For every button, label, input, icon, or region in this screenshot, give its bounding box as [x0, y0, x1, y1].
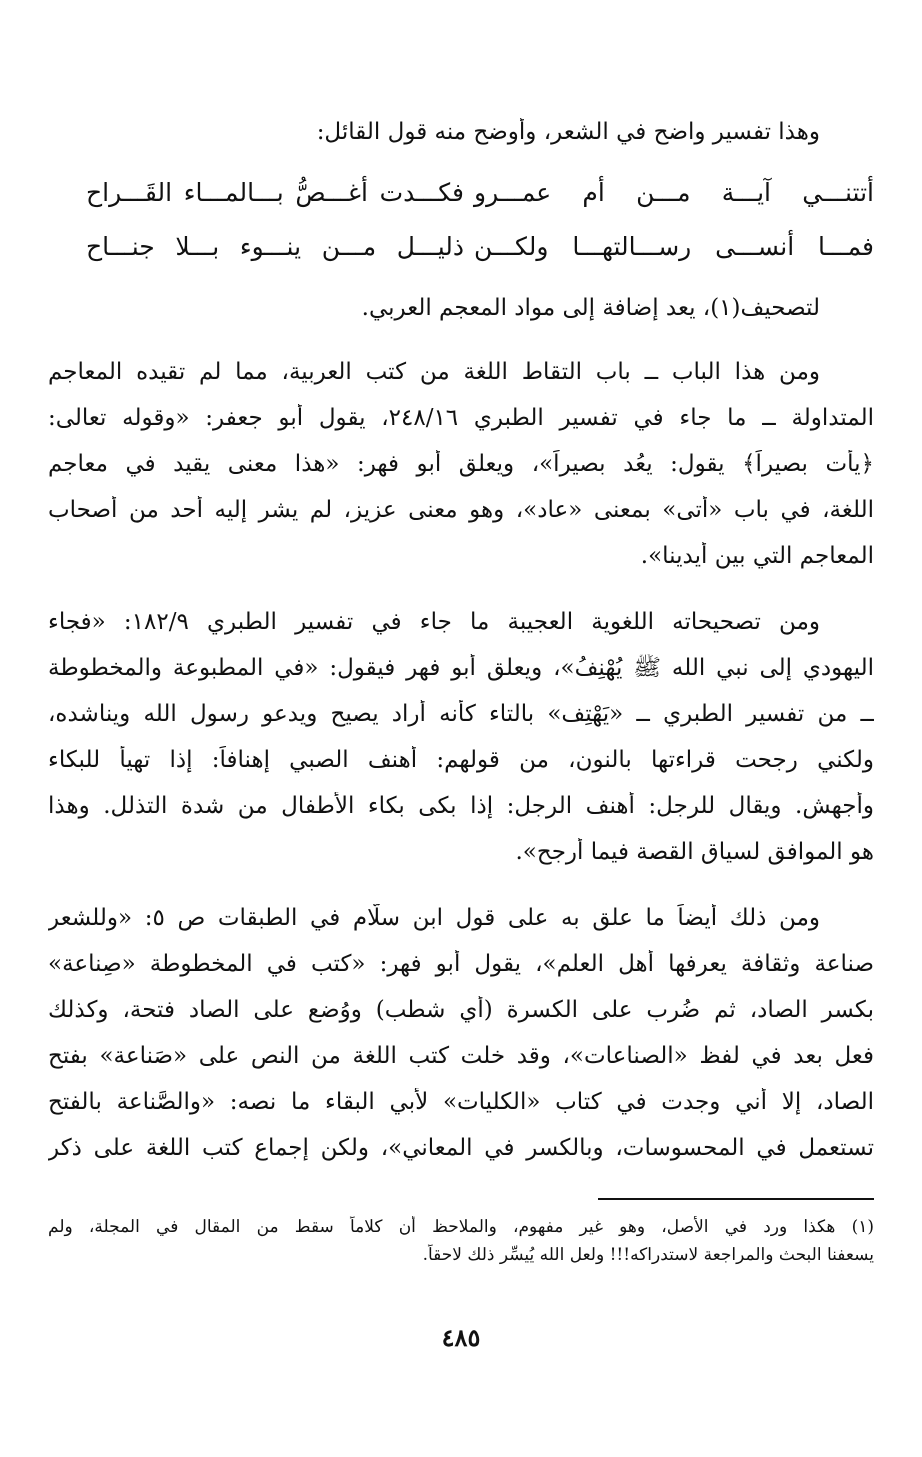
verse-2-first-hemistich: فمـــا أنســـى رســـالتهـــا ولكـــن	[474, 232, 874, 261]
paragraph-line: فعل بعد في لفظ «الصناعات»، وقد خلت كتب اللغة من النص على «صَناعة» بفتح	[48, 1043, 874, 1069]
paragraph-line: اليهودي إلى نبي الله ﷺ يُهْنِفُ»، ويعلق أبو فهر فيقول: «في المطبوعة والمخطوطة	[48, 655, 874, 681]
paragraph-line: ومن تصحيحاته اللغوية العجيبة ما جاء في تفسير الطبري ١٨٢/٩: «فجاء	[48, 609, 820, 635]
footnote-line: (١) هكذا ورد في الأصل، وهو غير مفهوم، والملاحظ أن كلاماً سقط من المقال في المجلة، ولم	[48, 1217, 874, 1237]
footnote-separator	[598, 1198, 874, 1200]
verse-1-second-hemistich: فكـــدت أغـــصُّ بـــالمـــاء القَـــراح	[86, 178, 464, 207]
verse-2-second-hemistich: ذليـــل مـــن ينـــوء بـــلا جنـــاح	[86, 232, 464, 261]
paragraph-line: المتداولة ــ ما جاء في تفسير الطبري ٢٤٨/١٦، يقول أبو جعفر: «وقوله تعالى:	[48, 405, 874, 431]
paragraph-line: ومن هذا الباب ــ باب التقاط اللغة من كتب العربية، مما لم تقيده المعاجم	[48, 359, 820, 385]
paragraph-line: وأجهش. ويقال للرجل: أهنف الرجل: إذا بكى بكاء الأطفال من شدة التذلل. وهذا	[48, 793, 874, 819]
paragraph-line: صناعة وثقافة يعرفها أهل العلم»، يقول أبو فهر: «كتب في المخطوطة «صِناعة»	[48, 951, 874, 977]
paragraph-line: هو الموافق لسياق القصة فيما أرجح».	[515, 839, 874, 865]
footnote-line: يسعفنا البحث والمراجعة لاستدراكه!!! ولعل الله يُيسِّر ذلك لاحقاً.	[422, 1245, 874, 1265]
paragraph-line: الصاد، إلا أني وجدت في كتاب «الكليات» لأبي البقاء ما نصه: «والصَّناعة بالفتح	[48, 1089, 874, 1115]
after-verse-line: لتصحيف(١)، يعد إضافة إلى مواد المعجم العربي.	[361, 295, 820, 321]
paragraph-line: ومن ذلك أيضاً ما علق به على قول ابن سلّام في الطبقات ص ٥: «وللشعر	[48, 905, 820, 931]
page-number: ٤٨٥	[441, 1323, 481, 1352]
paragraph-line: ﴿يأت بصيراً﴾ يقول: يعُد بصيراً»، ويعلق أبو فهر: «هذا معنى يقيد في معاجم	[48, 451, 874, 477]
paragraph-line: ولكني رجحت قراءتها بالنون، من قولهم: أهنف الصبي إهنافاً: إذا تهيأ للبكاء	[48, 747, 874, 773]
paragraph-line: ــ من تفسير الطبري ــ «يَهْتِف» بالتاء كأنه أراد يصيح ويدعو رسول الله ويناشده،	[48, 701, 874, 727]
paragraph-line: بكسر الصاد، ثم ضُرب على الكسرة (أي شطب) ووُضع على الصاد فتحة، وكذلك	[48, 997, 874, 1023]
paragraph-line: المعاجم التي بين أيدينا».	[640, 543, 874, 569]
paragraph-line: تستعمل في المحسوسات، وبالكسر في المعاني»، ولكن إجماع كتب اللغة على ذكر	[48, 1135, 874, 1161]
intro-line: وهذا تفسير واضح في الشعر، وأوضح منه قول القائل:	[316, 119, 820, 145]
paragraph-line: اللغة، في باب «أتى» بمعنى «عاد»، وهو معنى عزيز، لم يشر إليه أحد من أصحاب	[48, 497, 874, 523]
verse-1-first-hemistich: أتتنـــي آيـــة مـــن أم عمـــرو	[474, 178, 874, 207]
